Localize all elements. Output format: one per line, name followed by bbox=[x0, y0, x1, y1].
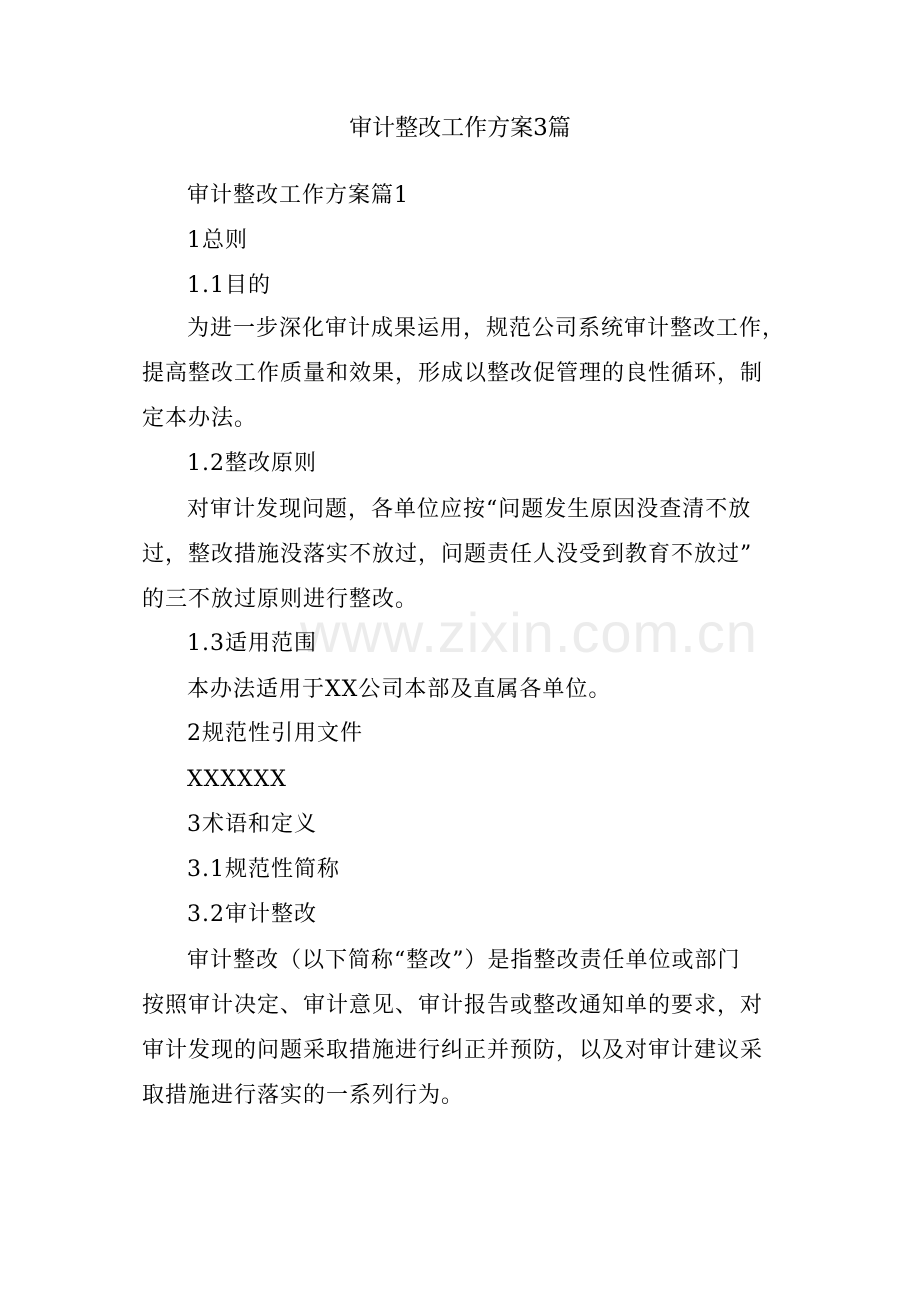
paragraph-line: 提高整改工作质量和效果，形成以整改促管理的良性循环，制 bbox=[142, 361, 764, 386]
paragraph-line: 取措施进行落实的一系列行为。 bbox=[142, 1083, 465, 1108]
paragraph-line: 对审计发现问题，各单位应按“问题发生原因没查清不放 bbox=[187, 497, 752, 522]
paragraph-references: XXXXXX bbox=[187, 767, 287, 792]
paragraph-audit-rectification bbox=[142, 938, 792, 1118]
paragraph-line: 按照审计决定、审计意见、审计报告或整改通知单的要求，对 bbox=[142, 993, 764, 1018]
heading-purpose: 1.1目的 bbox=[187, 273, 271, 298]
paragraph-principle bbox=[142, 487, 792, 622]
paragraph-line: 为进一步深化审计成果运用，规范公司系统审计整改工作， bbox=[187, 316, 786, 341]
paragraph-scope: 本办法适用于XX公司本部及直属各单位。 bbox=[187, 677, 612, 702]
paragraph-line: 审计发现的问题采取措施进行纠正并预防，以及对审计建议采 bbox=[142, 1038, 764, 1063]
heading-abbreviation: 3.1规范性简称 bbox=[187, 857, 340, 882]
section-heading: 审计整改工作方案篇1 bbox=[187, 183, 409, 208]
heading-scope: 1.3适用范围 bbox=[187, 631, 317, 656]
watermark: www.zixin.com.cn bbox=[300, 601, 758, 664]
heading-principle: 1.2整改原则 bbox=[187, 451, 317, 476]
heading-general: 1总则 bbox=[187, 228, 248, 253]
paragraph-line: 过，整改措施没落实不放过，问题责任人没受到教育不放过” bbox=[142, 542, 753, 567]
paragraph-purpose bbox=[142, 306, 792, 441]
paragraph-line: 的三不放过原则进行整改。 bbox=[142, 587, 419, 612]
paragraph-line: 审计整改（以下简称“整改”）是指整改责任单位或部门 bbox=[187, 948, 741, 973]
heading-references: 2规范性引用文件 bbox=[187, 721, 363, 746]
document-title: 审计整改工作方案3篇 bbox=[349, 115, 571, 141]
heading-terms: 3术语和定义 bbox=[187, 812, 317, 837]
heading-audit-rectification: 3.2审计整改 bbox=[187, 902, 317, 927]
paragraph-line: 定本办法。 bbox=[142, 406, 258, 431]
